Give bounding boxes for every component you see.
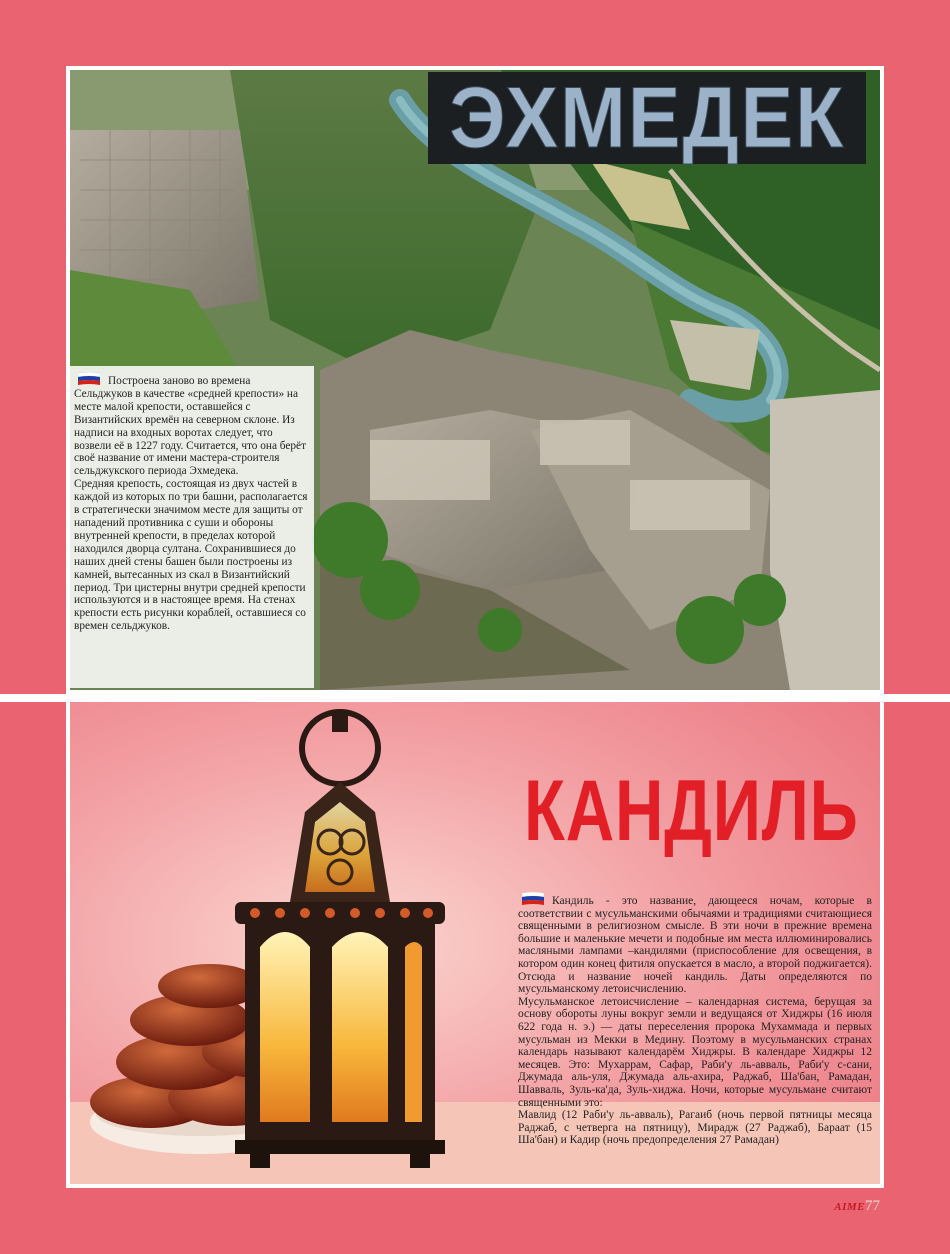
article-kandil: [66, 700, 884, 1188]
russian-flag-icon: [78, 372, 100, 386]
page-title: ЭХМЕДЕК: [448, 70, 846, 166]
page-number: 77: [865, 1198, 880, 1214]
magazine-logo: AIME: [834, 1201, 865, 1213]
article-paragraph: Мусульманское летоисчисление – календарная система, берущая за основу обороты луны вокруг земли и ведущаяся от Хиджры (16 июля 622 года н. э.) — даты переселения пророка Мухаммада и первых мусульман из Мекки в Медину. Поэтому в мусульманских странах календарь называют календарём Хиджры. В календаре Хиджры 12 месяцев. Это: Мухаррам, Сафар, Раби'у ль-авваль, Раби'у с-сани, Джумада аль-уля, Джумада аль-ахира, Раджаб, Ша'бан, Рамадан, Шавваль, Зуль-ка'да, Зуль-хиджа. Ночи, которые мусульмане считают священными это:: [518, 995, 872, 1109]
page-footer: [834, 1198, 880, 1215]
article-paragraph: Кандиль - это название, дающееся ночам, которые в соответствии с мусульманскими обычаями и традициями считающиеся священными в религиозном смысле. В эти ночи в прежние времена большие и маленькие мечети и подобные им места иллюминировались масляными лампами –кандилями (приспособление для освещения, в котором один конец фитиля опускается в масло, а второй поджигается). Отсюда и название ночей кандиль. Даты определяются по мусульманскому летоисчислению.: [518, 895, 872, 996]
article-paragraph: Мавлид (12 Раби'у ль-авваль), Рагаиб (ночь первой пятницы месяца Раджаб, с четверга на пятницу), Мирадж (27 Раджаб), Бараат (15 Ша'бан) и Кадир (ночь предопределения 27 Рамадан): [518, 1109, 872, 1147]
article-text: [518, 892, 872, 1147]
russian-flag-icon: [522, 892, 544, 906]
article-text-box: [70, 366, 314, 688]
article-paragraph: Средняя крепость, состоящая из двух частей в каждой из которых по три башни, располагается в стратегически значимом месте для защиты от нападений противника с суши и обороны внутренней крепости, в пределах которой находился дворца султана. Сохранившиеся до наших дней стены башен были построены из камней, вытесанных из скал в Византийский период. Три цистерны внутри средней крепости используются и в настоящее время. На стенах крепости есть рисунки кораблей, оставшиеся со времен сельджуков.: [74, 478, 308, 633]
title-banner: [428, 72, 866, 164]
article-ehmedek: [66, 66, 884, 694]
article-paragraph: Построена заново во времена Сельджуков в качестве «средней крепости» на месте малой крепости, оставшейся с Византийских времён на северном склоне. Из надписи на входных воротах следует, что возвели её в 1227 году. Считается, что она берёт своё название от имени мастера-строителя сельджукского периода Эхмедека.: [74, 375, 307, 478]
section-title: КАНДИЛЬ: [524, 763, 859, 859]
